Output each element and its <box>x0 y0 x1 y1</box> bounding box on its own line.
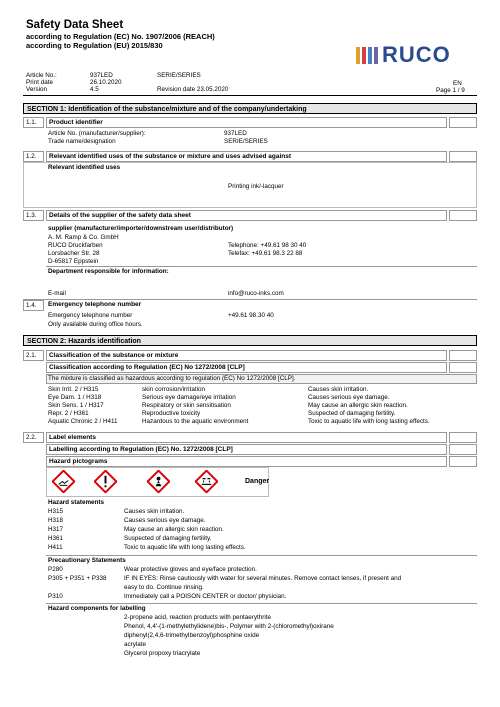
address-line: A. M. Ramp & Co. GmbH <box>48 234 119 241</box>
subsection-heading: Relevant identified uses of the substance or mixture and uses advised against <box>46 151 447 162</box>
subsection-aside <box>449 444 477 455</box>
hazard-text: Toxic to aquatic life with long lasting effects. <box>124 544 246 551</box>
divider <box>46 603 477 604</box>
subsection-aside <box>449 210 477 221</box>
precautionary-heading: Precautionary Statements <box>48 557 126 564</box>
address-line: D-65817 Eppstein <box>48 258 99 265</box>
article-label: Article No.: <box>26 72 57 79</box>
class-code: Skin Sens. 1 / H317 <box>48 402 104 409</box>
precaution-text: easy to do. Continue rinsing. <box>124 584 204 591</box>
subsection-number: 2.2. <box>23 432 44 443</box>
hazard-components-heading: Hazard components for labelling <box>48 605 146 612</box>
print-date-value: 26.10.2020 <box>90 79 122 86</box>
signal-word: Danger <box>245 478 270 485</box>
environment-hazard-icon <box>52 470 75 493</box>
article-no-value: 937LED <box>224 130 247 137</box>
address-line: RUCO Druckfarben <box>48 242 103 249</box>
labelling-heading: Labelling according to Regulation (EC) No. 1272/2008 [CLP] <box>46 444 447 455</box>
document-title: Safety Data Sheet <box>26 19 124 31</box>
subsection-aside <box>449 432 477 443</box>
class-statement: Causes serious eye damage. <box>308 394 390 401</box>
divider <box>46 555 477 556</box>
subsection-heading: Details of the supplier of the safety data sheet <box>46 210 447 221</box>
class-category: Reproductive toxicity <box>142 410 201 417</box>
precaution-text: Wear protective gloves and eye/face protection. <box>124 566 257 573</box>
uses-value: Printing ink/-lacquer <box>228 183 284 190</box>
regulation-subtitle-1: according to Regulation (EC) No. 1907/2006 (REACH) <box>26 32 215 41</box>
email-value: info@ruco-inks.com <box>228 290 284 297</box>
version-value: 4.5 <box>90 86 99 93</box>
subsection-aside <box>449 456 477 467</box>
hazard-code: H318 <box>48 517 64 524</box>
precaution-code: P280 <box>48 566 63 573</box>
uses-label: Relevant identified uses <box>48 164 121 171</box>
subsection-heading: Product identifier <box>46 117 447 128</box>
page-number: Page 1 / 9 <box>436 87 465 94</box>
class-category: Serious eye damage/eye irritation <box>142 394 236 401</box>
email-label: E-mail <box>48 290 66 297</box>
class-category: Respiratory or skin sensitisation <box>142 402 231 409</box>
corrosion-icon <box>195 470 218 493</box>
print-date-label: Print date <box>26 79 53 86</box>
article-value: 937LED <box>90 72 113 79</box>
component-item: Phenol, 4,4'-(1-methylethylidene)bis-, Polymer with 2-(chloromethyl)oxirane <box>124 623 334 630</box>
trade-name-label: Trade name/designation <box>48 138 116 145</box>
hazard-text: Causes skin irritation. <box>124 508 185 515</box>
logo-text: RUCO <box>382 42 451 67</box>
subsection-number: 1.4. <box>23 300 44 311</box>
subsection-aside <box>449 350 477 361</box>
emergency-value: +49.61 98.30 40 <box>228 312 274 319</box>
precaution-code: P310 <box>48 593 63 600</box>
hazard-text: Suspected of damaging fertility. <box>124 535 212 542</box>
class-category: skin corrosion/irritation <box>142 386 205 393</box>
class-category: Hazardous to the aquatic environment <box>142 418 249 425</box>
class-statement: Toxic to aquatic life with long lasting effects. <box>308 418 430 425</box>
class-statement: Causes skin irritation. <box>308 386 369 393</box>
version-label: Version <box>26 86 48 93</box>
section-1-header: SECTION 1: Identification of the substance/mixture and of the company/undertaking <box>23 103 477 114</box>
hazard-code: H411 <box>48 544 63 551</box>
telephone: Telephone: +49.61 98 30 40 <box>228 242 307 249</box>
section-2-header: SECTION 2: Hazards identification <box>23 335 477 346</box>
hazard-statements-heading: Hazard statements <box>48 499 104 506</box>
component-item: acrylate <box>124 641 147 648</box>
supplier-label: supplier (manufacturer/importer/downstream user/distributor) <box>48 225 234 232</box>
subsection-heading: Label elements <box>46 432 447 443</box>
trade-name-value: SERIE/SERIES <box>224 138 268 145</box>
component-item: 2-propene acid, reaction products with pentaerythrite <box>124 614 272 621</box>
health-hazard-icon <box>147 470 170 493</box>
hazard-text: May cause an allergic skin reaction. <box>124 526 224 533</box>
class-code: Repr. 2 / H361 <box>48 410 89 417</box>
precaution-text: Immediately call a POISON CENTER or doctor/ physician. <box>124 593 287 600</box>
subsection-number: 1.2. <box>23 151 44 162</box>
subsection-heading: Classification of the substance or mixture <box>46 350 447 361</box>
pictograms-heading: Hazard pictograms <box>46 456 447 467</box>
hazard-text: Causes serious eye damage. <box>124 517 206 524</box>
hazard-code: H317 <box>48 526 64 533</box>
precaution-text: IF IN EYES: Rinse cautiously with water for several minutes. Remove contact lenses, if present and <box>124 575 402 582</box>
subsection-heading: Emergency telephone number <box>48 301 142 308</box>
subsection-aside <box>449 151 477 162</box>
article-name: SERIE/SERIES <box>157 72 201 79</box>
subsection-aside <box>449 362 477 373</box>
telefax: Telefax: +49.61 98.3 22 88 <box>228 250 303 257</box>
component-item: Glycerol propoxy triacrylate <box>124 650 201 657</box>
class-code: Aquatic Chronic 2 / H411 <box>48 418 118 425</box>
class-statement: May cause an allergic skin reaction. <box>308 402 408 409</box>
regulation-subtitle-2: according to Regulation (EU) 2015/830 <box>26 41 163 50</box>
divider <box>46 266 477 267</box>
class-statement: Suspected of damaging fertility. <box>308 410 396 417</box>
component-item: diphenyl(2,4,6-trimethylbenzoyl)phosphine oxide <box>124 632 260 639</box>
subsection-number: 2.1. <box>23 350 44 361</box>
subsection-number: 1.1. <box>23 117 44 128</box>
header-divider <box>23 95 477 96</box>
hazard-code: H361 <box>48 535 64 542</box>
subsection-aside <box>449 117 477 128</box>
clp-note: The mixture is classified as hazardous according to regulation (EC) No 1272/2008 [CLP]. <box>48 375 296 382</box>
address-line: Lorsbacher Str. 28 <box>48 250 100 257</box>
exclamation-mark-icon <box>94 470 117 493</box>
language-code: EN <box>453 80 462 87</box>
divider <box>23 299 477 300</box>
precaution-code: P305 + P351 + P338 <box>48 575 107 582</box>
emergency-note: Only available during office hours. <box>48 321 143 328</box>
subsection-number: 1.3. <box>23 210 44 221</box>
ruco-logo <box>354 44 474 66</box>
clp-heading: Classification according to Regulation (EC) No 1272/2008 [CLP] <box>46 362 447 373</box>
class-code: Eye Dam. 1 / H318 <box>48 394 102 401</box>
emergency-label: Emergency telephone number <box>48 312 133 319</box>
hazard-code: H315 <box>48 508 64 515</box>
revision-date: Revision date 23.05.2020 <box>157 86 229 93</box>
article-no-label: Article No. (manufacturer/supplier): <box>48 130 146 137</box>
class-code: Skin Irrit. 2 / H315 <box>48 386 99 393</box>
department-label: Department responsible for information: <box>48 268 169 275</box>
